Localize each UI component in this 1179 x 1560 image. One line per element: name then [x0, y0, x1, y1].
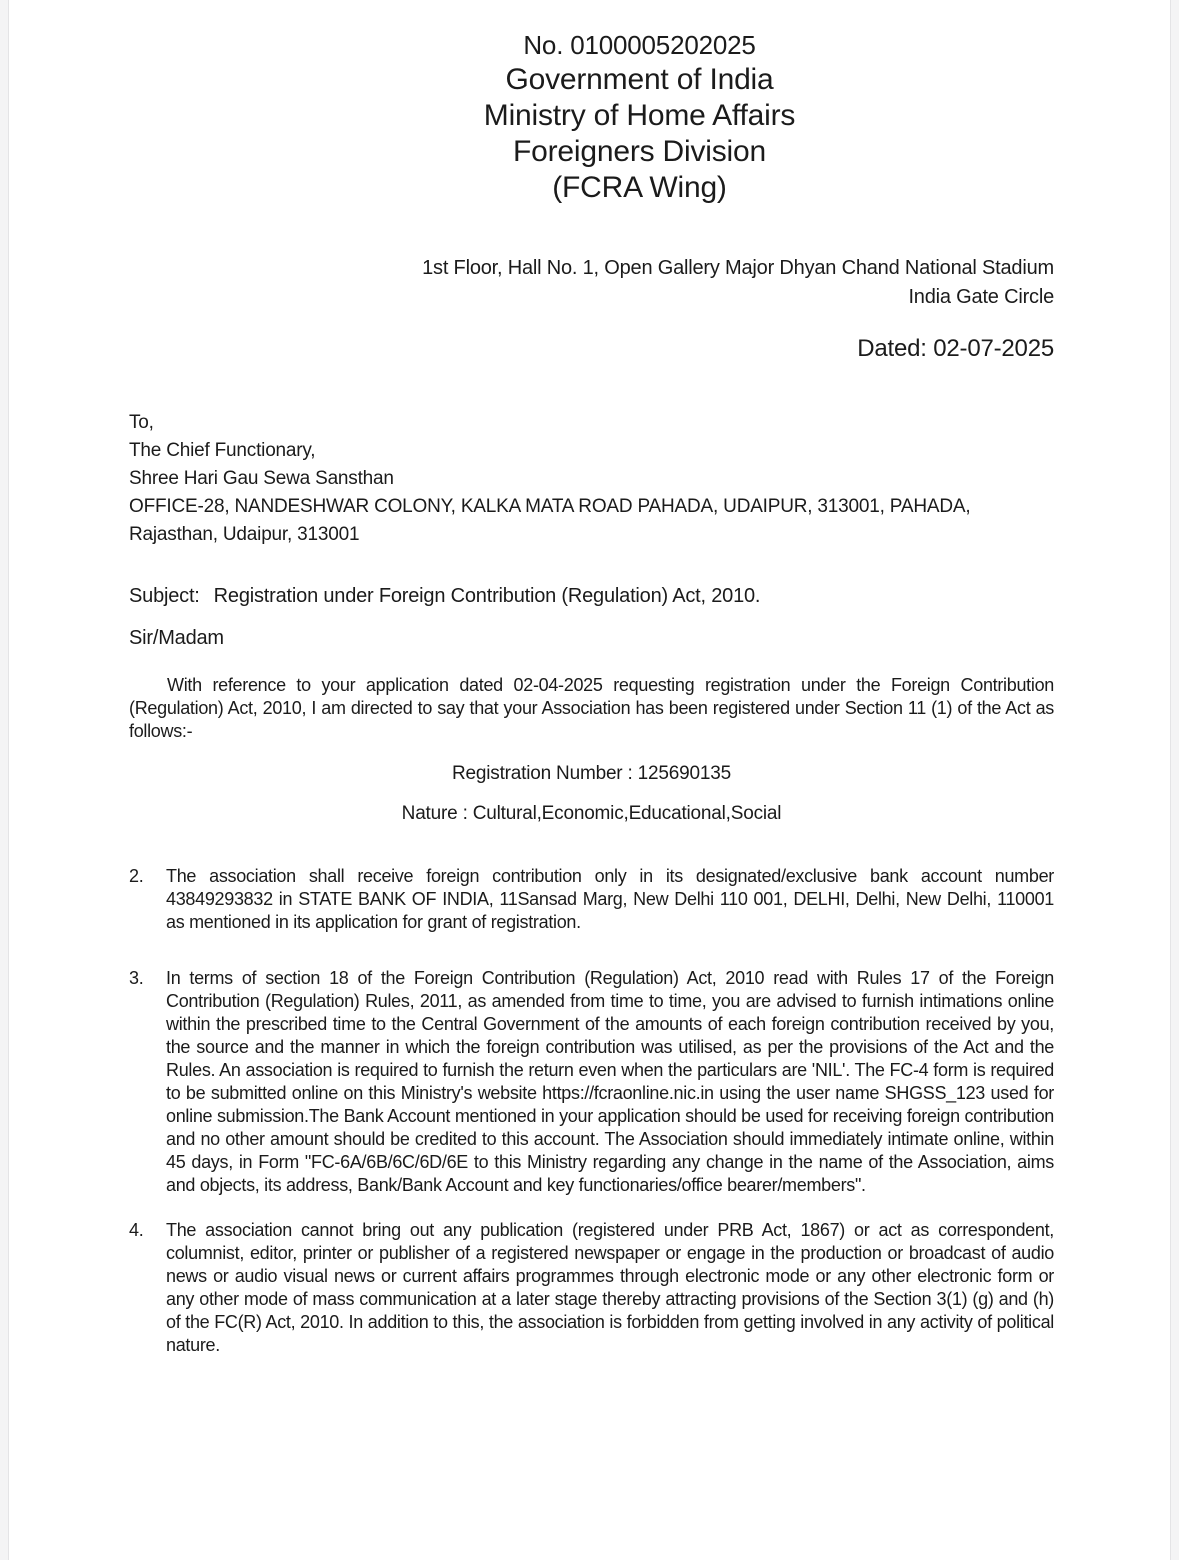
issuer-line-wing: (FCRA Wing)	[552, 171, 727, 204]
issuer-line-government: Government of India	[505, 63, 774, 96]
subject-label: Subject:	[129, 585, 200, 607]
clause-text: In terms of section 18 of the Foreign Contribution (Regulation) Act, 2010 read with Rules 17 of the Foreign Contribution (Regulation) Rules, 2011, as amended from time to time, you are advised to furnish intimations online within the prescribed time to the Central Government of the amounts of each foreign contribution received by you, the source and the manner in which the foreign contribution was utilised, as per the provisions of the Act and the Rules. An association is required to furnish the return even when the particulars are 'NIL'. The FC-4 form is required to be submitted online on this Ministry's website https://fcraonline.nic.in using the user name SHGSS_123 used for online submission.The Bank Account mentioned in your application should be used for receiving foreign contribution and no other amount should be credited to this account. The Association should immediately intimate online, within 45 days, in Form "FC-6A/6B/6C/6D/6E to this Ministry regarding any change in the name of the Association, aims and objects, its address, Bank/Bank Account and key functionaries/office bearer/members".	[166, 968, 1054, 1195]
subject-row	[129, 583, 1054, 609]
registration-number-line: Registration Number : 125690135	[452, 763, 731, 784]
clause-text: The association shall receive foreign contribution only in its designated/exclusive bank account number 43849293832 in STATE BANK OF INDIA, 11Sansad Marg, New Delhi 110 001, DELHI, Delhi, New Delhi, 110001 as mentioned in its application for grant of registration.	[166, 866, 1054, 932]
recipient-address-line-2: Rajasthan, Udaipur, 313001	[129, 524, 360, 545]
clause-number: 4.	[129, 1220, 144, 1240]
clause-text: The association cannot bring out any publication (registered under PRB Act, 1867) or act as correspondent, columnist, editor, printer or publisher of a registered newspaper or engage in the production or broadcast of audio news or audio visual news or current affairs programmes through electronic mode or any other electronic form or any other mode of mass communication at a later stage thereby attracting provisions of the Section 3(1) (g) and (h) of the FC(R) Act, 2010. In addition to this, the association is forbidden from getting involved in any activity of political nature.	[166, 1220, 1054, 1355]
office-address-line-1: 1st Floor, Hall No. 1, Open Gallery Major Dhyan Chand National Stadium	[422, 257, 1054, 279]
reference-number: No. 0100005202025	[523, 30, 756, 60]
clause-item-4	[129, 1219, 1054, 1357]
recipient-address-line-1: OFFICE-28, NANDESHWAR COLONY, KALKA MATA ROAD PAHADA, UDAIPUR, 313001, PAHADA,	[129, 496, 971, 517]
clause-number: 3.	[129, 968, 144, 988]
recipient-salutation: To,	[129, 412, 154, 433]
recipient-organisation: Shree Hari Gau Sewa Sansthan	[129, 468, 394, 489]
date-line: Dated: 02-07-2025	[857, 335, 1054, 362]
nature-line: Nature : Cultural,Economic,Educational,Social	[401, 803, 782, 824]
recipient-title: The Chief Functionary,	[129, 440, 316, 461]
recipient-block	[129, 409, 1054, 549]
clause-item-3	[129, 967, 1054, 1197]
clause-number: 2.	[129, 866, 144, 886]
office-address-line-2: India Gate Circle	[908, 286, 1054, 308]
office-address	[129, 254, 1054, 312]
greeting: Sir/Madam	[129, 627, 224, 649]
issuer-line-division: Foreigners Division	[513, 135, 766, 168]
subject-text: Registration under Foreign Contribution (Regulation) Act, 2010.	[213, 585, 761, 607]
letter-page	[8, 0, 1171, 1560]
issuer-line-ministry: Ministry of Home Affairs	[483, 99, 796, 132]
clause-item-2	[129, 865, 1054, 934]
intro-paragraph: With reference to your application dated 02-04-2025 requesting registration under the Foreign Contribution (Regulation) Act, 2010, I am directed to say that your Association has been registered under Section 11 (1) of the Act as follows:-	[129, 675, 1054, 741]
